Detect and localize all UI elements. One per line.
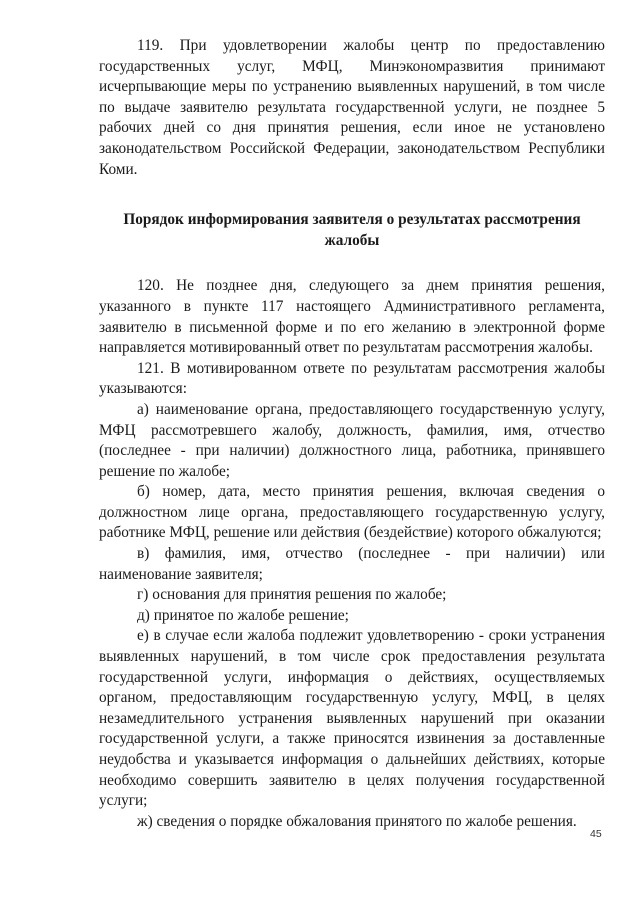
list-item-v: в) фамилия, имя, отчество (последнее - при наличии) или наименование заявителя; [99, 545, 605, 583]
list-item-e: е) в случае если жалоба подлежит удовлетворению - сроки устранения выявленных нарушений, в том числе срок предоставления результата государственной услуги, информация о действиях, осуществляемых органом, предоставляющим государственную услугу, МФЦ, в целях незамедлительного устранения выявленных нарушений при оказании государственной услуги, а также приносятся извинения за доставленные неудобства и указывается информация о дальнейших действиях, которые необходимо совершить заявителю в целях получения государственной услуги; [99, 627, 605, 810]
list-item-zh: ж) сведения о порядке обжалования принятого по жалобе решения. [137, 812, 577, 830]
list-item-b: б) номер, дата, место принятия решения, включая сведения о должностном лице органа, предоставляющего государственную услугу, работнике МФЦ, решение или действия (бездействие) которого обжалуются; [99, 483, 605, 542]
section-heading: Порядок информирования заявителя о результатах рассмотрения жалобы [123, 211, 581, 249]
list-item-a: а) наименование органа, предоставляющего государственную услугу, МФЦ рассмотревшего жалобу, должность, фамилия, имя, отчество (последнее - при наличии) должностного лица, работника, принявшего решение по жалобе; [99, 400, 605, 480]
list-item-d: д) принятое по жалобе решение; [137, 606, 349, 624]
paragraph-119: 119. При удовлетворении жалобы центр по предоставлению государственных услуг, МФЦ, Минэкономразвития принимают исчерпывающие меры по устранению выявленных нарушений, в том числе по выдаче заявителю результата государственной услуги, не позднее 5 рабочих дней со дня принятия решения, если иное не установлено законодательством Российской Федерации, законодательством Республики Коми. [99, 37, 605, 178]
page-number: 45 [590, 828, 602, 840]
list-item-g: г) основания для принятия решения по жалобе; [137, 586, 447, 604]
paragraph-121: 121. В мотивированном ответе по результатам рассмотрения жалобы указываются: [99, 359, 605, 398]
paragraph-120: 120. Не позднее дня, следующего за днем принятия решения, указанного в пункте 117 настоящего Административного регламента, заявителю в письменной форме и по его желанию в электронной форме направляется мотивированный ответ по результатам рассмотрения жалобы. [99, 277, 605, 357]
document-body [99, 36, 605, 832]
